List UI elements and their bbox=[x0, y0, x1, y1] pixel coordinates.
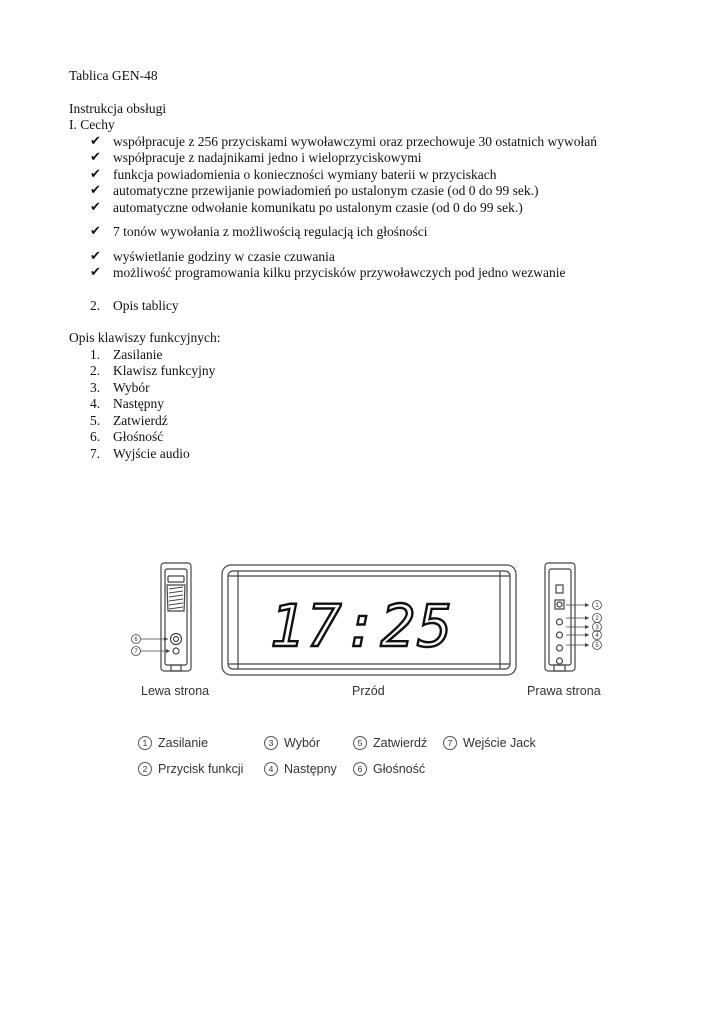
list-item: 5. Zatwierdź bbox=[90, 412, 168, 428]
callout-label: 7 bbox=[134, 649, 138, 655]
check-icon: ✔ bbox=[90, 183, 101, 198]
section-features-heading: I. Cechy bbox=[69, 117, 115, 132]
legend-item: 6 Głośność bbox=[353, 762, 425, 776]
left-side-view bbox=[132, 563, 192, 671]
check-icon: ✔ bbox=[90, 248, 101, 264]
check-icon: ✔ bbox=[90, 199, 101, 215]
check-icon: ✔ bbox=[90, 166, 101, 182]
list-item: ✔ funkcja powiadomienia o konieczności wymiany baterii w przyciskach bbox=[90, 166, 497, 182]
legend-item: 5 Zatwierdź bbox=[353, 736, 427, 750]
callout-label: 6 bbox=[134, 637, 138, 643]
callout-label: 4 bbox=[595, 633, 599, 639]
legend-item: 7 Wejście Jack bbox=[443, 736, 536, 750]
list-item: 4. Następny bbox=[90, 396, 164, 411]
check-icon: ✔ bbox=[90, 265, 101, 280]
keys-list bbox=[69, 347, 669, 463]
clock-readout: 17:25 bbox=[269, 592, 455, 660]
callout-label: 5 bbox=[595, 643, 599, 649]
callout-label: 2 bbox=[595, 616, 599, 622]
legend-item: 3 Wybór bbox=[264, 736, 320, 750]
list-item: ✔ automatyczne odwołanie komunikatu po ustalonym czasie (od 0 do 99 sek.) bbox=[90, 199, 523, 215]
list-item: 1. Zasilanie bbox=[90, 346, 163, 362]
list-item: ✔ możliwość programowania kilku przycisków przywoławczych pod jedno wezwanie bbox=[90, 265, 566, 280]
right-side-label: Prawa strona bbox=[527, 684, 601, 698]
device-figure bbox=[0, 555, 724, 815]
section-2 bbox=[69, 298, 669, 315]
features-list bbox=[69, 134, 669, 282]
list-item: 6. Głośność bbox=[90, 429, 164, 444]
right-side-view bbox=[545, 563, 602, 671]
document-title: Tablica GEN-48 bbox=[69, 68, 158, 83]
list-item: ✔ współpracuje z 256 przyciskami wywoławczymi oraz przechowuje 30 ostatnich wywołań bbox=[90, 133, 597, 149]
list-item: 3. Wybór bbox=[90, 379, 150, 395]
callout-label: 1 bbox=[595, 603, 599, 609]
list-item: ✔ współpracuje z nadajnikami jedno i wieloprzyciskowymi bbox=[90, 150, 422, 165]
legend-item: 1 Zasilanie bbox=[138, 736, 208, 750]
legend-item: 4 Następny bbox=[264, 762, 337, 776]
list-item: ✔ wyświetlanie godziny w czasie czuwania bbox=[90, 248, 335, 264]
callout-label: 3 bbox=[595, 625, 599, 631]
list-item: ✔ automatyczne przewijanie powiadomień po ustalonym czasie (od 0 do 99 sek.) bbox=[90, 183, 539, 198]
list-item: 7. Wyjście audio bbox=[90, 445, 190, 461]
list-item: 2. Klawisz funkcyjny bbox=[90, 363, 216, 378]
document-body bbox=[69, 68, 669, 462]
left-side-label: Lewa strona bbox=[141, 684, 210, 698]
legend-item: 2 Przycisk funkcji bbox=[138, 762, 243, 776]
check-icon: ✔ bbox=[90, 133, 101, 149]
list-item: 2. Opis tablicy bbox=[90, 297, 179, 313]
check-icon: ✔ bbox=[90, 150, 101, 165]
list-item: ✔ 7 tonów wywołania z możliwością regulacją ich głośności bbox=[90, 224, 428, 239]
manual-heading: Instrukcja obsługi bbox=[69, 100, 167, 116]
check-icon: ✔ bbox=[90, 224, 101, 239]
keys-heading: Opis klawiszy funkcyjnych: bbox=[69, 330, 221, 345]
front-label: Przód bbox=[352, 684, 385, 698]
